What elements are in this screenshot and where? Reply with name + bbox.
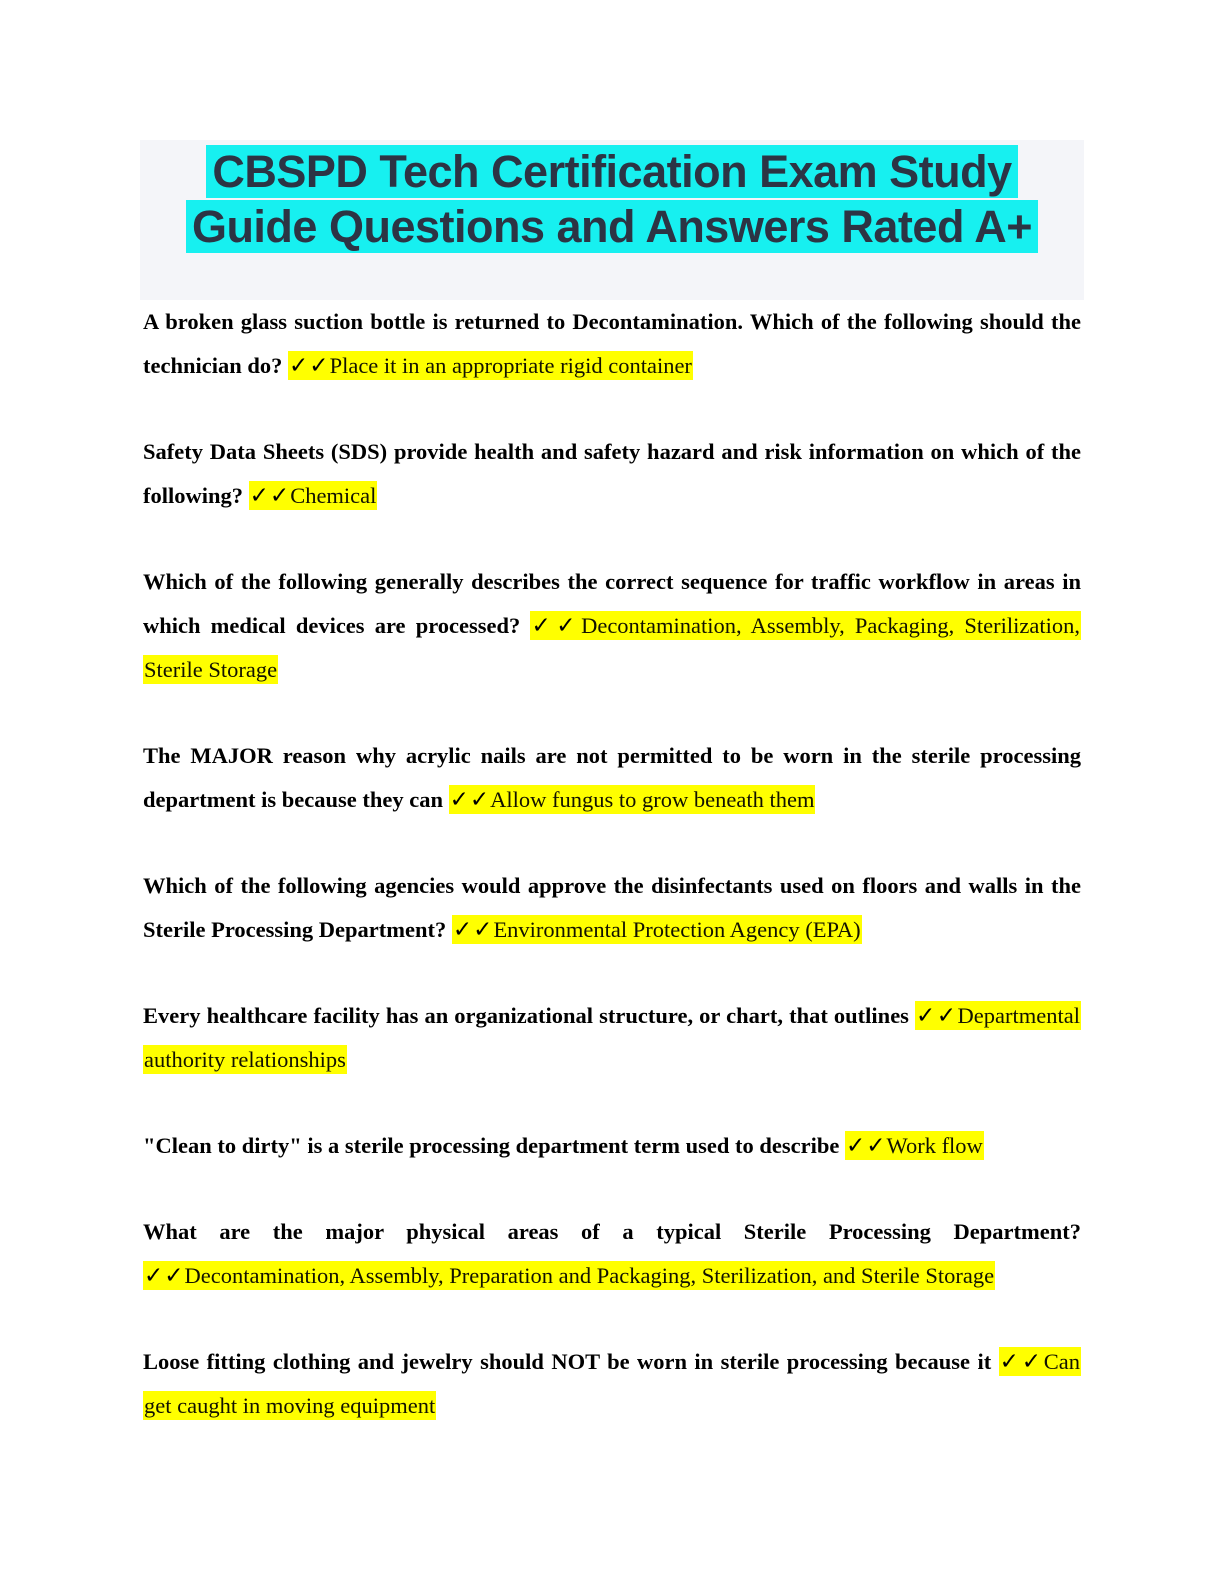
question-text: Every healthcare facility has an organizational structure, or chart, that outlines <box>143 1003 909 1028</box>
answer-highlight <box>449 785 816 814</box>
answer-text: Decontamination, Assembly, Packaging, Sterilization, Sterile Storage <box>144 613 1081 682</box>
answer-highlight <box>249 481 378 510</box>
question-text: Loose fitting clothing and jewelry should NOT be worn in sterile processing because it <box>143 1349 992 1374</box>
answer-text: Environmental Protection Agency (EPA) <box>493 917 861 942</box>
qa-paragraph <box>143 734 1081 822</box>
qa-paragraph <box>143 430 1081 518</box>
answer-highlight <box>288 351 693 380</box>
question-text: What are the major physical areas of a typical Sterile Processing Department? <box>143 1219 1081 1244</box>
checkmark-icon: ✓✓ <box>289 353 330 379</box>
answer-text: Chemical <box>290 483 377 508</box>
qa-content <box>143 300 1081 1470</box>
answer-text: Decontamination, Assembly, Preparation and Packaging, Sterilization, and Sterile Storage <box>184 1263 995 1288</box>
answer-text: Departmental authority relationships <box>144 1003 1080 1072</box>
checkmark-icon: ✓✓ <box>449 787 491 813</box>
qa-paragraph <box>143 994 1081 1082</box>
question-text: Which of the following generally describes the correct sequence for traffic workflow in areas in which medical devices are processed? <box>143 569 1081 638</box>
checkmark-icon: ✓✓ <box>144 1263 185 1289</box>
question-text: "Clean to dirty" is a sterile processing department term used to describe <box>143 1133 840 1158</box>
qa-paragraph <box>143 1210 1081 1298</box>
answer-text: Place it in an appropriate rigid container <box>329 353 692 378</box>
answer-highlight <box>452 915 862 944</box>
qa-paragraph <box>143 300 1081 388</box>
question-text: A broken glass suction bottle is returned to Decontamination. Which of the following should the technician do? <box>143 309 1081 378</box>
page-title-line-1 <box>140 144 1084 199</box>
checkmark-icon: ✓✓ <box>452 917 494 943</box>
checkmark-icon: ✓✓ <box>916 1003 958 1029</box>
page-title-text: Guide Questions and Answers Rated A+ <box>186 200 1038 253</box>
answer-highlight <box>845 1131 984 1160</box>
question-text: Which of the following agencies would approve the disinfectants used on floors and walls in the Sterile Processing Department? <box>143 873 1081 942</box>
qa-paragraph <box>143 864 1081 952</box>
checkmark-icon: ✓✓ <box>531 613 582 639</box>
checkmark-icon: ✓✓ <box>845 1133 887 1159</box>
qa-paragraph <box>143 1124 1081 1168</box>
qa-paragraph <box>143 1340 1081 1428</box>
answer-highlight <box>143 1261 995 1290</box>
page-title-line-2 <box>140 199 1084 254</box>
page-title-text: CBSPD Tech Certification Exam Study <box>206 145 1017 198</box>
title-block <box>140 140 1084 300</box>
answer-text: Allow fungus to grow beneath them <box>490 787 815 812</box>
checkmark-icon: ✓✓ <box>249 483 291 509</box>
answer-text: Work flow <box>886 1133 983 1158</box>
answer-text: Can get caught in moving equipment <box>144 1349 1081 1418</box>
question-text: Safety Data Sheets (SDS) provide health and safety hazard and risk information on which of the following? <box>143 439 1081 508</box>
qa-paragraph <box>143 560 1081 692</box>
checkmark-icon: ✓✓ <box>999 1349 1044 1375</box>
question-text: The MAJOR reason why acrylic nails are not permitted to be worn in the sterile processing department is because they can <box>143 743 1081 812</box>
